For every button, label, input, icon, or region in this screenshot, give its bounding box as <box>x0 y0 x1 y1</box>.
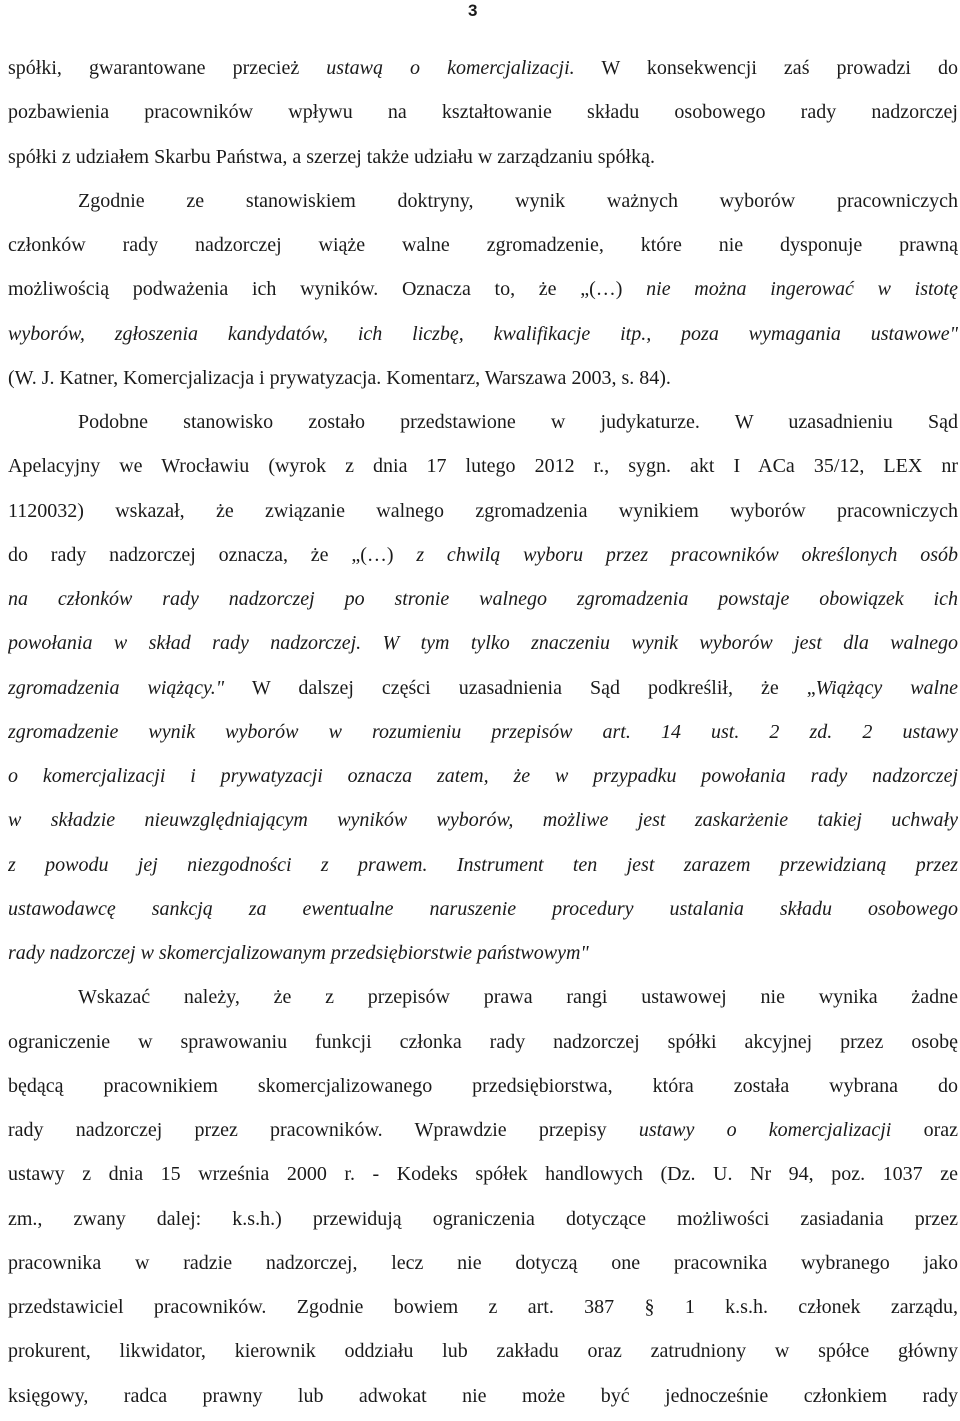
text-segment: Apelacyjny we Wrocławiu (wyrok z dnia 17 lutego 2012 r., sygn. akt I ACa 35/12, LEX nr <box>8 455 958 478</box>
italic-text-segment: z powodu jej niezgodności z prawem. Instrument ten jest zarazem przewidzianą przez <box>8 853 958 876</box>
text-line <box>8 1285 958 1329</box>
text-line <box>8 135 958 179</box>
italic-text-segment: w składzie nieuwzględniającym wyników wyborów, możliwe jest zaskarżenie takiej uchwały <box>8 809 958 832</box>
text-line <box>8 666 958 710</box>
text-segment: możliwością podważenia ich wyników. Oznacza to, że „(…) <box>8 278 647 301</box>
italic-text-segment: z chwilą wyboru przez pracowników określonych osób <box>416 543 958 566</box>
text-line <box>8 1329 958 1373</box>
text-segment: oraz <box>891 1119 958 1141</box>
text-line <box>8 1241 958 1285</box>
text-segment: (W. J. Katner, Komercjalizacja i prywatyzacja. Komentarz, Warszawa 2003, s. 84). <box>8 366 671 389</box>
text-line <box>8 887 958 931</box>
text-line <box>8 267 958 311</box>
text-line <box>8 754 958 798</box>
text-segment: ustawy z dnia 15 września 2000 r. - Kodeks spółek handlowych (Dz. U. Nr 94, poz. 1037 ze <box>8 1163 958 1186</box>
text-line <box>8 843 958 887</box>
italic-text-segment: ustawy o komercjalizacji <box>638 1119 892 1141</box>
italic-text-segment: Wiążący walne <box>815 676 958 699</box>
text-segment: spółki, gwarantowane przecież <box>8 57 327 79</box>
text-line <box>8 356 958 400</box>
text-line <box>8 1108 958 1152</box>
text-segment: Podobne stanowisko zostało przedstawione w judykaturze. W uzasadnieniu Sąd <box>78 411 958 433</box>
text-line <box>8 577 958 621</box>
text-line <box>8 533 958 577</box>
text-line <box>8 621 958 665</box>
text-line <box>8 90 958 134</box>
text-segment: spółki z udziałem Skarbu Państwa, a szerzej także udziału w zarządzaniu spółką. <box>8 145 655 168</box>
text-segment: pozbawienia pracowników wpływu na kształtowanie składu osobowego rady nadzorczej <box>8 101 958 124</box>
text-segment: przedstawiciel pracowników. Zgodnie bowiem z art. 387 § 1 k.s.h. członek zarządu, <box>8 1296 958 1318</box>
text-line <box>8 444 958 488</box>
text-line <box>8 975 958 1019</box>
italic-text-segment: wyborów, zgłoszenia kandydatów, ich liczbę, kwalifikacje itp., poza wymagania ustawowe" <box>8 322 958 345</box>
text-line <box>8 798 958 842</box>
text-line <box>8 489 958 533</box>
italic-text-segment: rady nadzorczej w skomercjalizowanym przedsiębiorstwie państwowym" <box>8 942 589 964</box>
text-segment: Wskazać należy, że z przepisów prawa rangi ustawowej nie wynika żadne <box>78 986 958 1009</box>
text-line <box>8 179 958 223</box>
text-segment: zm., zwany dalej: k.s.h.) przewidują ograniczenia dotyczące możliwości zasiadania przez <box>8 1207 958 1230</box>
text-segment: prokurent, likwidator, kierownik oddziału lub zakładu oraz zatrudniony w spółce główny <box>8 1340 958 1363</box>
italic-text-segment: zgromadzenia wiążący." <box>8 676 225 699</box>
italic-text-segment: ustawodawcę sankcją za ewentualne naruszenie procedury ustalania składu osobowego <box>8 897 958 920</box>
italic-text-segment: nie można ingerować w istotę <box>646 278 958 301</box>
text-segment: rady nadzorczej przez pracowników. Wprawdzie przepisy <box>8 1119 639 1141</box>
text-line <box>8 1064 958 1108</box>
text-line <box>8 46 958 90</box>
text-segment: ograniczenie w sprawowaniu funkcji członka rady nadzorczej spółki akcyjnej przez osobę <box>8 1030 958 1053</box>
italic-text-segment: powołania w skład rady nadzorczej. W tym tylko znaczeniu wynik wyborów jest dla walnego <box>8 632 958 655</box>
text-segment: 1120032) wskazał, że związanie walnego zgromadzenia wynikiem wyborów pracowniczych <box>8 499 958 522</box>
text-segment: księgowy, radca prawny lub adwokat nie może być jednocześnie członkiem rady <box>8 1384 958 1407</box>
page-number: 3 <box>468 1 478 20</box>
text-line <box>8 1374 958 1418</box>
text-line <box>8 710 958 754</box>
text-line <box>8 931 958 975</box>
text-line <box>8 1020 958 1064</box>
italic-text-segment: na członków rady nadzorczej po stronie walnego zgromadzenia powstaje obowiązek ich <box>8 588 958 610</box>
text-segment: W dalszej części uzasadnienia Sąd podkreślił, że „ <box>224 676 816 699</box>
italic-text-segment: zgromadzenie wynik wyborów w rozumieniu przepisów art. 14 ust. 2 zd. 2 ustawy <box>8 720 958 743</box>
text-segment: członków rady nadzorczej wiąże walne zgromadzenie, które nie dysponuje prawną <box>8 234 958 256</box>
text-line <box>8 400 958 444</box>
text-segment: do rady nadzorczej oznacza, że „(…) <box>8 543 417 566</box>
text-line <box>8 1152 958 1196</box>
text-line <box>8 312 958 356</box>
text-segment: pracownika w radzie nadzorczej, lecz nie dotyczą one pracownika wybranego jako <box>8 1251 958 1274</box>
text-segment: W konsekwencji zaś prowadzi do <box>574 57 958 79</box>
body-text <box>8 46 958 1418</box>
text-line <box>8 1197 958 1241</box>
text-segment: Zgodnie ze stanowiskiem doktryny, wynik ważnych wyborów pracowniczych <box>78 189 958 212</box>
italic-text-segment: ustawą o komercjalizacji. <box>326 57 575 79</box>
italic-text-segment: o komercjalizacji i prywatyzacji oznacza zatem, że w przypadku powołania rady nadzorczej <box>8 765 958 787</box>
text-line <box>8 223 958 267</box>
text-segment: będącą pracownikiem skomercjalizowanego przedsiębiorstwa, która została wybrana do <box>8 1074 958 1097</box>
